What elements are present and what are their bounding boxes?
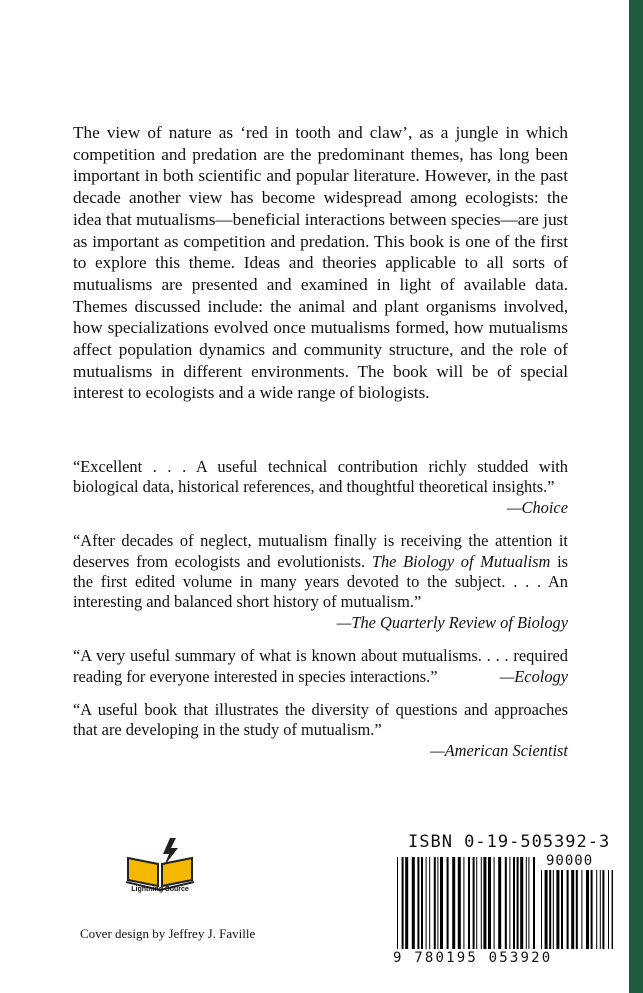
- review-quote-text: “Excellent . . . A useful technical contribution richly studded with biological data, historical references, and thoughtful theoretical insights.”: [73, 457, 568, 497]
- review-quarterly: [73, 531, 568, 633]
- review-source: —The Quarterly Review of Biology: [336, 612, 568, 632]
- review-source: —American Scientist: [430, 740, 568, 760]
- logo-label: Lightning Source: [131, 886, 189, 893]
- review-american-scientist: [73, 700, 568, 761]
- addon-barcode: [541, 870, 613, 949]
- ean-digits: 9 780195 053920: [393, 950, 553, 966]
- isbn-number: ISBN 0-19-505392-3: [408, 832, 611, 852]
- review-source: —Ecology: [499, 666, 568, 686]
- review-quote: “A useful book that illustrates the diversity of questions and approaches that are developing in the study of mutualism.”: [73, 700, 568, 740]
- spine-edge: [629, 0, 643, 993]
- review-quote: [73, 457, 568, 517]
- book-description: The view of nature as ‘red in tooth and claw’, as a jungle in which competition and predation are the predominant themes, has long been important in both scientific and popular literature. However, in the past decade another view has become widespread among ecologists: the idea that mutualisms—beneficial interactions between species—are just as important as competition and predation. This book is one of the first to explore this theme. Ideas and theories applicable to all sorts of mutualisms are presented and examined in light of available data. Themes discussed include: the animal and plant organisms involved, how specializations evolved once mutualisms formed, how mutualisms affect population dynamics and community structure, and the role of mutualisms in different environments. The book will be of special interest to ecologists and a wide range of biologists.: [73, 123, 568, 403]
- review-quote: [73, 646, 568, 687]
- review-book-title: The Biology of Mutualism: [371, 551, 551, 571]
- review-quote-text-continued: is the first edited volume in many years devoted to the subject. . . . An interesting and balanced short history of mutualism.”: [73, 551, 568, 612]
- review-ecology: [73, 646, 568, 687]
- cover-credit: Cover design by Jeffrey J. Faville: [80, 926, 256, 941]
- review-source: —Choice: [506, 497, 568, 517]
- barcode-addon-digits: 90000: [546, 853, 594, 869]
- review-quote-text: “After decades of neglect, mutualism finally is receiving the attention it deserves from ecologists and evolutionists.: [73, 531, 568, 571]
- review-list: [73, 457, 568, 774]
- review-choice: [73, 457, 568, 518]
- review-quote: [73, 531, 568, 632]
- ean-barcode: [397, 857, 535, 949]
- review-quote-text: “A very useful summary of what is known about mutualisms. . . . required reading for everyone interested in species interactions.”: [73, 646, 568, 686]
